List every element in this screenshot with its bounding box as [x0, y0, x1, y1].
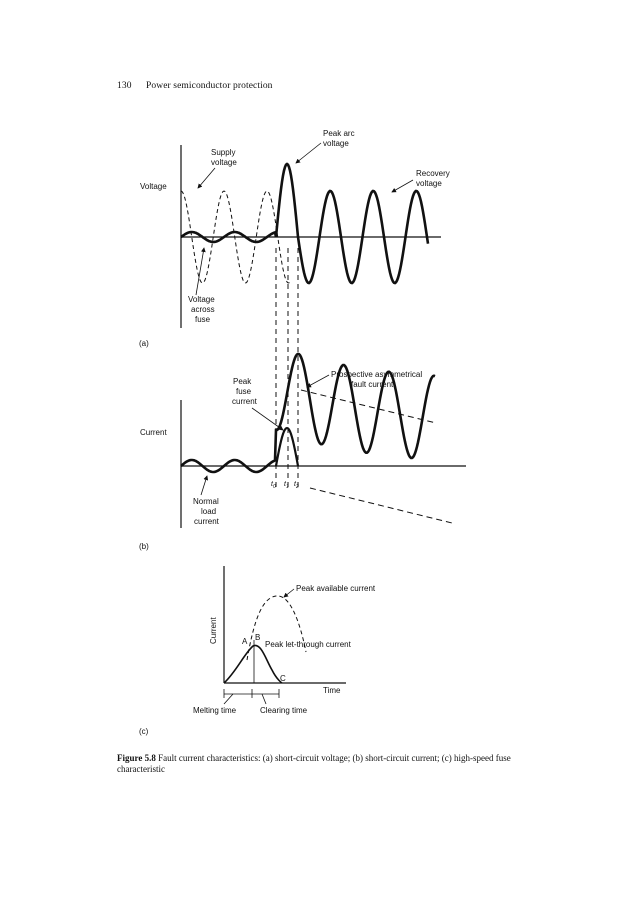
recovery-voltage-label-2: voltage: [416, 179, 442, 188]
supply-voltage-label-1: Supply: [211, 148, 236, 157]
normal-load-current-label-3: current: [194, 517, 219, 526]
peak-arc-voltage-label-1: Peak arc: [323, 129, 355, 138]
voltage-across-fuse-label-2: across: [191, 305, 215, 314]
figure-number: Figure 5.8: [117, 753, 156, 763]
page-number: 130: [117, 81, 132, 91]
caption-text: Fault current characteristics: (a) short-circuit voltage; (b) short-circuit current; (c) high-speed fuse characteristic: [117, 753, 511, 774]
normal-load-current-label-2: load: [201, 507, 217, 516]
normal-load-current-arrow: [201, 476, 207, 495]
panel-b: [139, 354, 466, 551]
t2-label: $t_2$: [294, 481, 299, 490]
supply-voltage-arrow: [198, 168, 215, 188]
upper-envelope: [301, 390, 436, 423]
voltage-across-fuse-curve: [181, 164, 428, 283]
clearing-time-pointer: [262, 694, 266, 704]
prospective-current-arrow: [307, 375, 329, 387]
clearing-time-label: Clearing time: [260, 706, 308, 715]
peak-fuse-current-arrow: [252, 408, 283, 430]
peak-let-through-current-label: Peak let-through current: [265, 640, 351, 649]
panel-c-x-axis-label: Time: [323, 686, 341, 695]
recovery-voltage-label-1: Recovery: [416, 169, 450, 178]
t1-label: $t_1$: [284, 481, 289, 490]
panel-c: [139, 566, 376, 736]
voltage-across-fuse-arrow: [196, 248, 204, 295]
current-axis-label: Current: [140, 428, 167, 437]
melting-time-label: Melting time: [193, 706, 237, 715]
recovery-voltage-arrow: [392, 180, 413, 192]
point-c-label: C: [280, 674, 286, 683]
peak-arc-voltage-label-2: voltage: [323, 139, 349, 148]
peak-arc-voltage-arrow: [296, 143, 321, 163]
normal-load-current-label-1: Normal: [193, 497, 219, 506]
voltage-across-fuse-label-1: Voltage: [188, 295, 215, 304]
point-a-label: A: [242, 637, 248, 646]
panel-c-tag: (c): [139, 727, 149, 736]
peak-available-current-arrow: [284, 589, 294, 597]
panel-c-y-axis-label: Current: [209, 617, 218, 644]
voltage-axis-label: Voltage: [140, 182, 167, 191]
lower-envelope: [310, 488, 452, 523]
prospective-current-label-1: Prospective asymmetrical: [331, 370, 423, 379]
peak-fuse-current-label-3: current: [232, 397, 257, 406]
panel-a-tag: (a): [139, 339, 149, 348]
peak-fuse-current-label-1: Peak: [233, 377, 252, 386]
melting-time-pointer: [224, 694, 233, 704]
running-title: Power semiconductor protection: [146, 81, 273, 91]
t0-label: $t_0$: [271, 481, 276, 490]
let-through-current-curve: [224, 645, 282, 683]
supply-voltage-label-2: voltage: [211, 158, 237, 167]
voltage-across-fuse-label-3: fuse: [195, 315, 211, 324]
peak-available-current-curve: [247, 596, 306, 660]
panel-b-tag: (b): [139, 542, 149, 551]
point-b-label: B: [255, 633, 261, 642]
peak-fuse-current-curve: [276, 428, 298, 466]
panel-a: [139, 129, 450, 348]
peak-available-current-label: Peak available current: [296, 584, 376, 593]
prospective-current-label-2: fault current: [351, 380, 394, 389]
figure-caption: [117, 753, 537, 775]
peak-fuse-current-label-2: fuse: [236, 387, 252, 396]
